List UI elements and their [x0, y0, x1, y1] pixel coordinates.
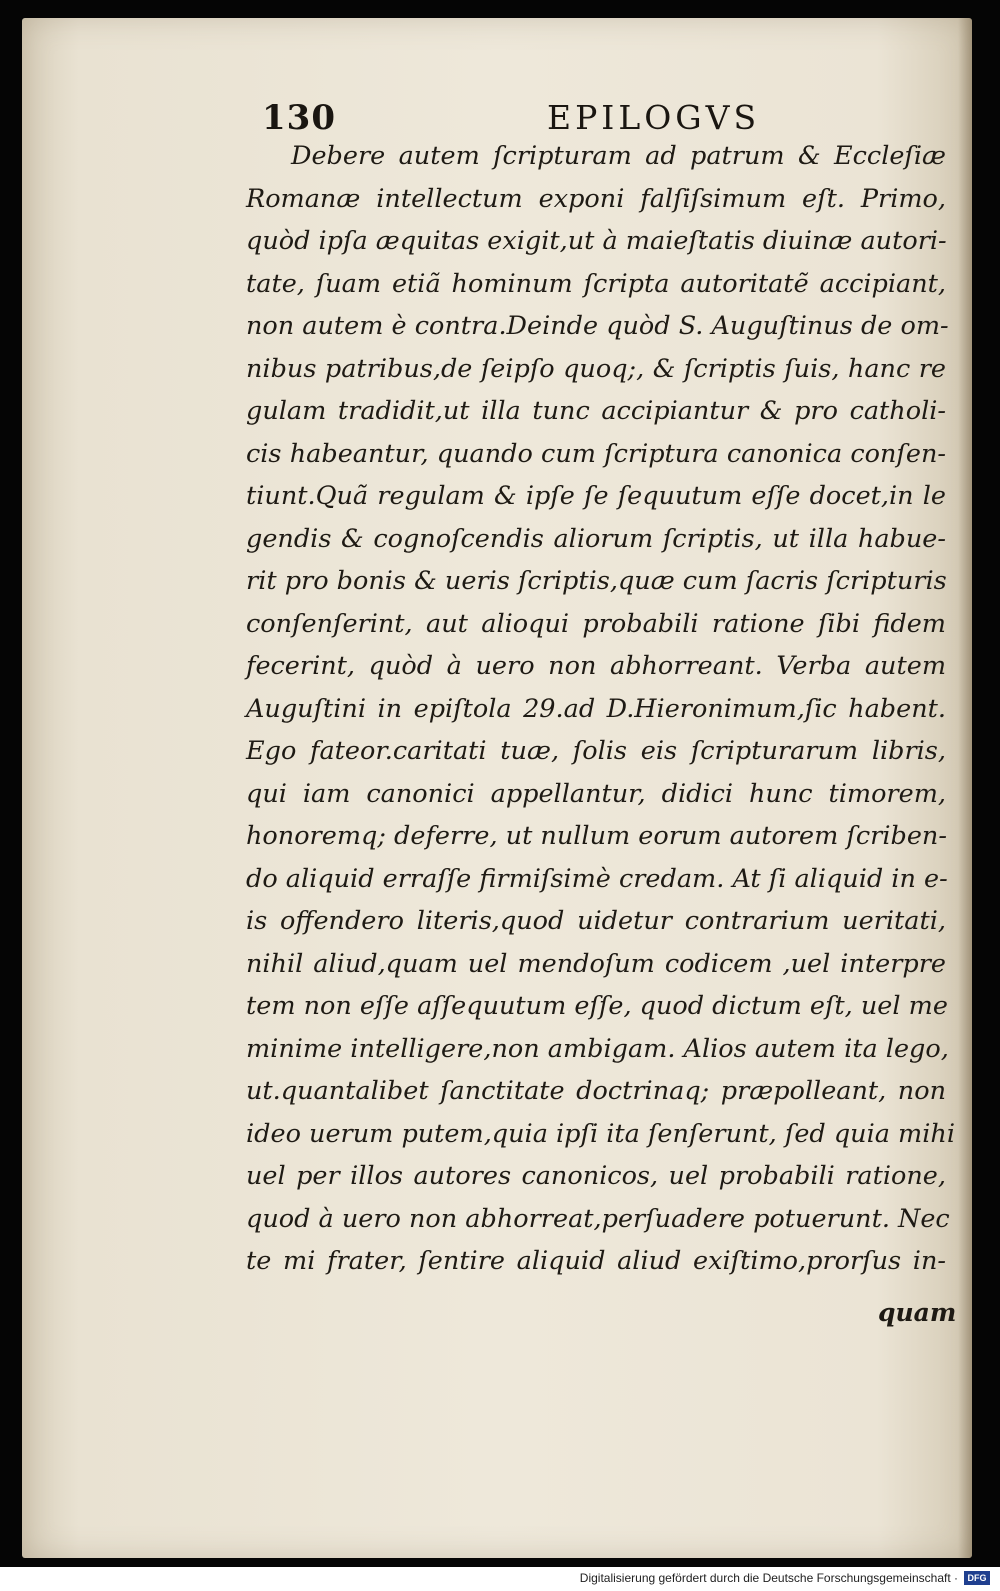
text-line: ut.quantalibet ſanctitate doctrinaq; præpolleant, non — [246, 1076, 946, 1106]
text-line: do aliquid erraſſe firmiſsimè credam. At ſi aliquid in e- — [246, 863, 948, 894]
text-line: tate, ſuam etiã hominum ſcripta autoritatẽ accipiant, — [246, 268, 946, 299]
text-line: qui iam canonici appellantur, didici hunc timorem, — [246, 778, 946, 809]
text-line: tiunt.Quã regulam & ipſe ſe ſequutum eſſe docet,in le — [246, 481, 946, 511]
text-line: uel per illos autores canonicos, uel probabili ratione, — [246, 1161, 946, 1191]
text-line: quòd ipſa æquitas exigit,ut à maieſtatis diuinæ autori- — [246, 226, 947, 256]
text-line: ideo uerum putem,quia ipſi ita ſenſerunt, ſed quia mihi — [246, 1118, 955, 1149]
text-line: minime intelligere,non ambigam. Alios autem ita lego, — [246, 1033, 949, 1064]
running-title: EPILOGVS — [547, 98, 761, 137]
text-line: fecerint, quòd à uero non abhorreant. Verba autem — [246, 651, 946, 681]
text-line: cis habeantur, quando cum ſcriptura canonica conſen- — [246, 438, 946, 469]
text-line: nihil aliud,quam uel mendoſum codicem ,uel interpre — [246, 948, 946, 979]
text-line: quod à uero non abhorreat,perſuadere potuerunt. Nec — [246, 1203, 950, 1234]
text-line: Ego fateor.caritati tuæ, ſolis eis ſcripturarum libris, — [246, 736, 946, 766]
text-line: gulam tradidit,ut illa tunc accipiantur & pro catholi- — [246, 396, 946, 426]
catchword: quam — [878, 1298, 957, 1327]
funding-credit: Digitalisierung gefördert durch die Deutsche Forschungsgemeinschaft · — [579, 1571, 958, 1585]
text-line: conſenſerint, aut alioqui probabili ratione ſibi fidem — [246, 608, 946, 639]
footer-bar — [0, 1567, 1000, 1591]
dfg-logo-icon: DFG — [964, 1571, 990, 1585]
text-line: honoremq; deferre, ut nullum eorum autorem ſcriben- — [246, 821, 947, 851]
text-line: nibus patribus,de ſeipſo quoq;, & ſcriptis ſuis, hanc re — [246, 353, 946, 384]
text-line: Romanæ intellectum exponi falſiſsimum eſt. Primo, — [246, 183, 946, 214]
page-number: 130 — [262, 98, 336, 138]
text-line: Auguſtini in epiſtola 29.ad D.Hieronimum,ſic habent. — [246, 693, 946, 724]
body-text — [246, 135, 966, 1283]
text-line: gendis & cognoſcendis aliorum ſcriptis, ut illa habue- — [246, 523, 946, 554]
text-line: tem non eſſe aſſequutum eſſe, quod dictum eſt, uel me — [246, 991, 948, 1021]
text-line: Debere autem ſcripturam ad patrum & Eccleſiæ — [291, 141, 946, 171]
text-line: te mi frater, ſentire aliquid aliud exiſtimo,prorſus in- — [246, 1246, 946, 1276]
text-line: is offendero literis,quod uidetur contrarium ueritati, — [246, 906, 946, 936]
text-line: rit pro bonis & ueris ſcriptis,quæ cum ſacris ſcripturis — [246, 566, 947, 596]
text-line: non autem è contra.Deinde quòd S. Auguſtinus de om- — [246, 311, 949, 341]
